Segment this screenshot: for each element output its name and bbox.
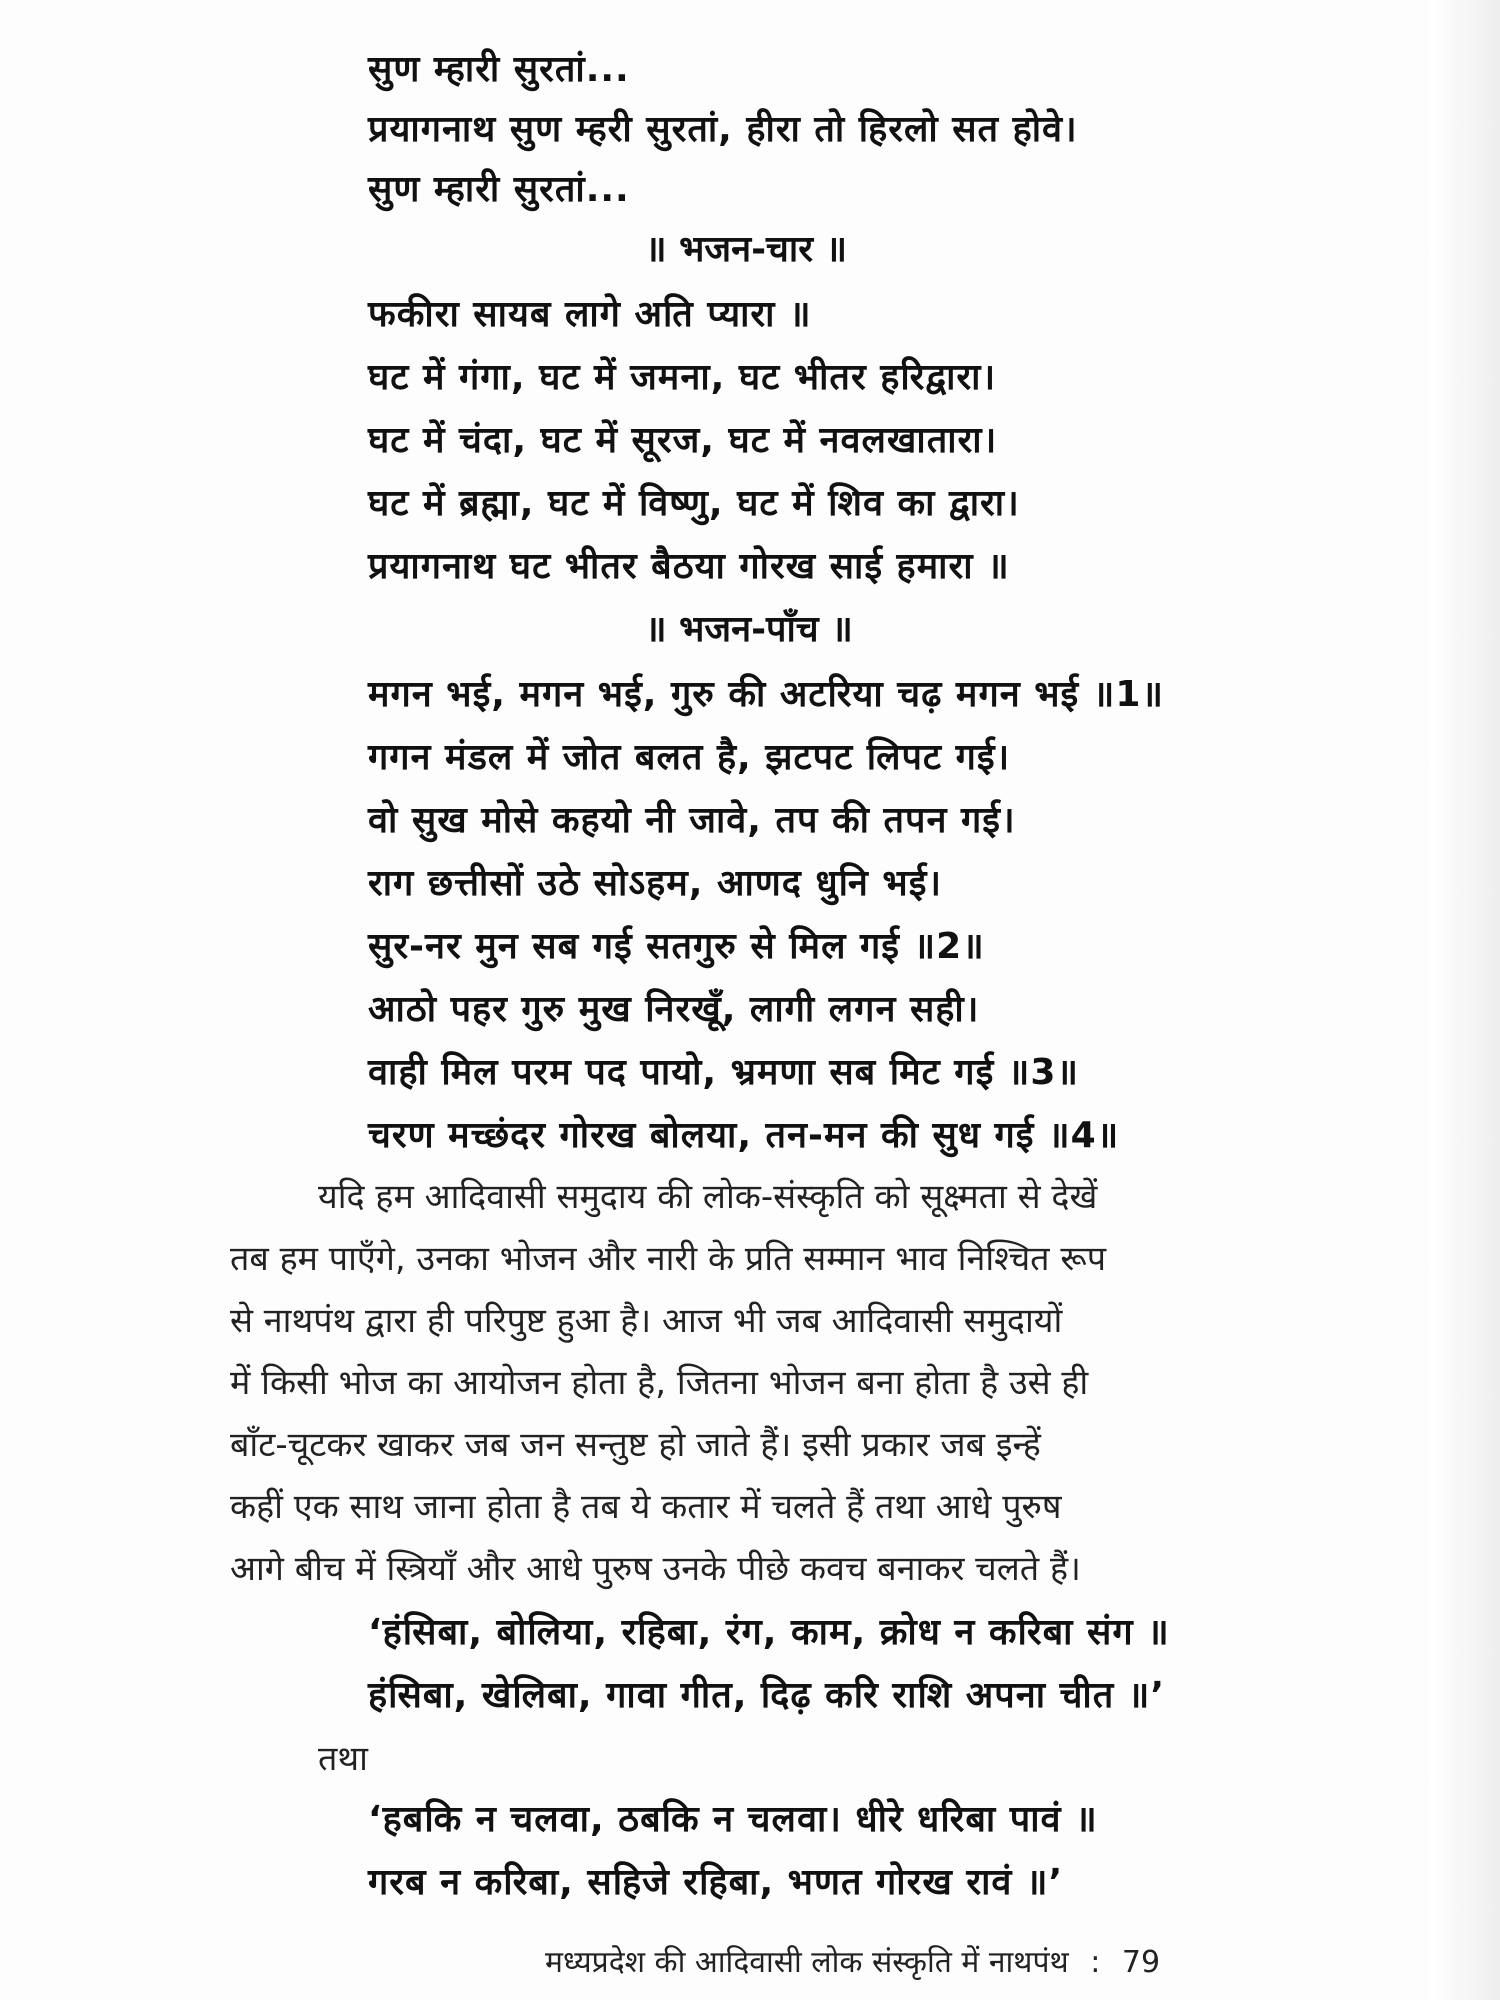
section-heading-bhajan-5: ॥ भजन-पाँच ॥ [645,609,853,650]
quote-line: हंसिबा, खेलिबा, गावा गीत, दिढ़ करि राशि अपना चीत ॥’ [368,1675,1166,1716]
running-title: मध्यप्रदेश की आदिवासी लोक संस्कृति में नाथपंथ [545,1945,1069,1980]
paragraph-line: में किसी भोज का आयोजन होता है, जितना भोजन बना होता है उसे ही [230,1363,1089,1403]
footer-separator: : [1090,1945,1101,1980]
verse-line: घट में चंदा, घट में सूरज, घट में नवलखातारा। [368,420,998,461]
quote-line: गरब न करिबा, सहिजे रहिबा, भणत गोरख रावं ॥’ [368,1862,1064,1903]
verse-line: वो सुख मोसे कहयो नी जावे, तप की तपन गई। [368,800,1016,841]
paragraph-line: बाँट-चूटकर खाकर जब जन सन्तुष्ट हो जाते हैं। इसी प्रकार जब इन्हें [230,1425,1041,1465]
verse-line: सुण म्हारी सुरतां... [368,49,630,90]
verse-line: घट में ब्रह्मा, घट में विष्णु, घट में शिव का द्वारा। [368,483,1020,524]
verse-line: प्रयागनाथ सुण म्हरी सुरतां, हीरा तो हिरलो सत होवे। [368,109,1078,150]
verse-line: राग छत्तीसों उठे सोऽहम, आणद धुनि भई। [368,863,943,904]
paragraph-line: तब हम पाएँगे, उनका भोजन और नारी के प्रति सम्मान भाव निश्चित रूप [230,1239,1107,1279]
page-edge-shadow [1430,0,1500,2000]
verse-line: घट में गंगा, घट में जमना, घट भीतर हरिद्वारा। [368,357,997,398]
verse-line: आठो पहर गुरु मुख निरखूँ, लागी लगन सही। [368,989,980,1030]
paragraph-line: यदि हम आदिवासी समुदाय की लोक-संस्कृति को सूक्ष्मता से देखें [318,1177,1098,1217]
verse-line: सुर-नर मुन सब गई सतगुरु से मिल गई ॥2॥ [368,926,985,967]
verse-line: मगन भई, मगन भई, गुरु की अटरिया चढ़ मगन भई ॥1॥ [368,674,1164,715]
section-heading-bhajan-4: ॥ भजन-चार ॥ [645,229,848,270]
paragraph-line: से नाथपंथ द्वारा ही परिपुष्ट हुआ है। आज भी जब आदिवासी समुदायों [230,1301,1063,1341]
verse-line: सुण म्हारी सुरतां... [368,169,630,210]
verse-line: प्रयागनाथ घट भीतर बैठया गोरख साई हमारा ॥ [368,546,1010,587]
paragraph-line: कहीं एक साथ जाना होता है तब ये कतार में चलते हैं तथा आधे पुरुष [230,1487,1062,1527]
verse-line: गगन मंडल में जोत बलत है, झटपट लिपट गई। [368,737,1011,778]
connector-word: तथा [318,1739,368,1779]
verse-line: वाही मिल परम पद पायो, भ्रमणा सब मिट गई ॥3॥ [368,1052,1079,1093]
verse-line: फकीरा सायब लागे अति प्यारा ॥ [368,294,812,335]
paragraph-line: आगे बीच में स्त्रियाँ और आधे पुरुष उनके पीछे कवच बनाकर चलते हैं। [230,1549,1081,1589]
page-footer [545,1945,1161,1980]
verse-line: चरण मच्छंदर गोरख बोलया, तन-मन की सुध गई ॥4॥ [368,1115,1120,1156]
quote-line: ‘हंसिबा, बोलिया, रहिबा, रंग, काम, क्रोध न करिबा संग ॥ [368,1612,1170,1653]
quote-line: ‘हबकि न चलवा, ठबकि न चलवा। धीरे धरिबा पावं ॥ [368,1799,1098,1840]
page-number: 79 [1121,1945,1161,1980]
